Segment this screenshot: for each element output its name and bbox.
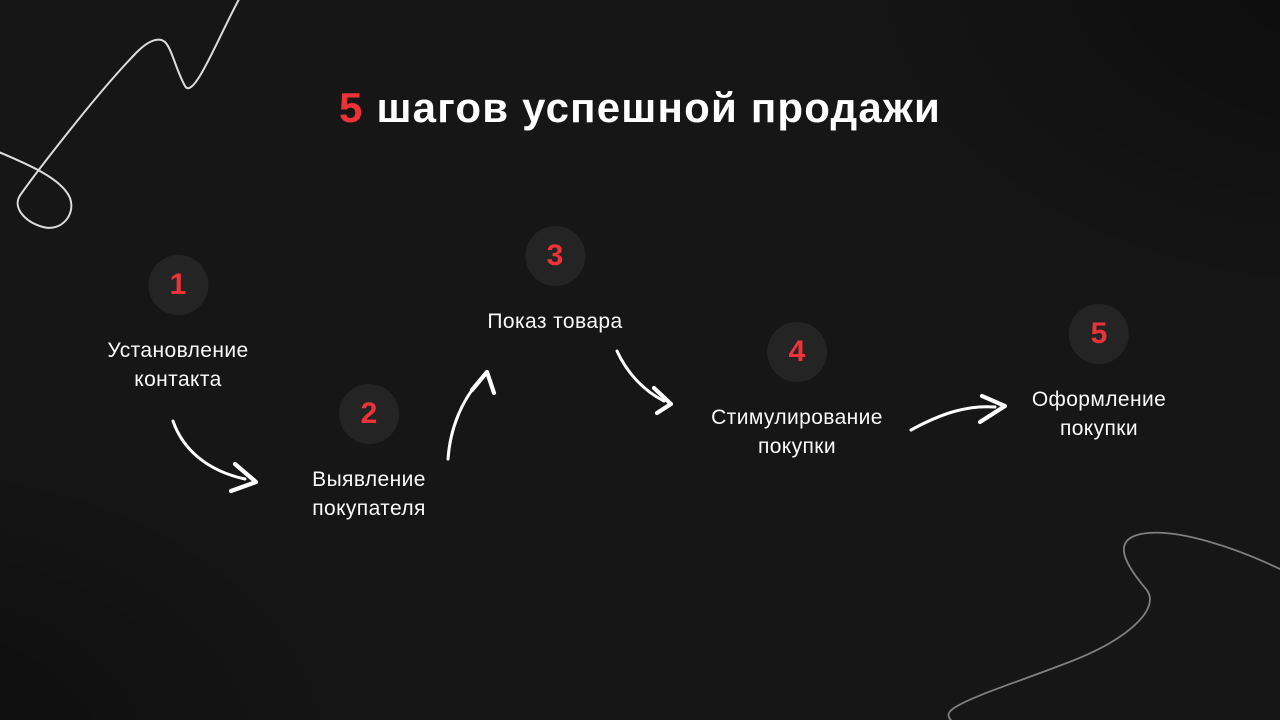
step-5-number: 5 xyxy=(1090,317,1108,350)
step-5-label-line1: Оформление xyxy=(1031,388,1167,411)
step-2 xyxy=(312,384,426,523)
step-2-label-line2: покупателя xyxy=(312,497,426,520)
hand-drawn-arrow-1-2-head-icon xyxy=(231,464,256,491)
step-2-label-line1: Выявление xyxy=(312,468,426,491)
hand-drawn-arrow-3-4-head-icon xyxy=(654,388,671,413)
hand-drawn-arrow-4-5-icon xyxy=(911,407,995,430)
step-4-label xyxy=(711,403,883,461)
step-4-number: 4 xyxy=(788,335,806,368)
step-4-label-line2: покупки xyxy=(757,435,837,458)
hand-drawn-arrow-3-4-icon xyxy=(617,351,664,401)
hand-drawn-arrow-2-3-icon xyxy=(448,378,482,459)
title-text: шагов успешной продажи xyxy=(363,84,941,131)
step-3-circle xyxy=(525,226,585,286)
title-number: 5 xyxy=(339,84,364,131)
step-4-label-line1: Стимулирование xyxy=(711,406,883,429)
step-5-label xyxy=(1032,385,1166,443)
step-1-label-line1: Установление xyxy=(107,339,249,362)
step-2-label xyxy=(312,465,426,523)
step-2-number: 2 xyxy=(360,397,378,430)
step-4-circle xyxy=(767,322,827,382)
step-3-label-line1: Показ товара xyxy=(487,310,623,333)
step-5 xyxy=(1032,304,1166,443)
step-1-label-line2: контакта xyxy=(134,368,222,391)
hand-drawn-arrow-2-3-head-icon xyxy=(472,372,494,393)
step-1-number: 1 xyxy=(169,268,187,301)
hand-drawn-arrow-1-2-icon xyxy=(173,421,245,479)
step-4 xyxy=(711,322,883,461)
step-1-circle xyxy=(148,255,208,315)
squiggle-line-bottom-right-icon xyxy=(948,533,1280,720)
step-3-number: 3 xyxy=(546,239,564,272)
step-1-label xyxy=(107,336,248,394)
step-5-circle xyxy=(1069,304,1129,364)
page-title xyxy=(0,84,1280,132)
step-2-circle xyxy=(339,384,399,444)
step-3 xyxy=(487,226,622,336)
hand-drawn-arrow-4-5-head-icon xyxy=(980,396,1005,422)
step-5-label-line2: покупки xyxy=(1059,417,1139,440)
step-3-label xyxy=(487,307,622,336)
step-1 xyxy=(107,255,248,394)
